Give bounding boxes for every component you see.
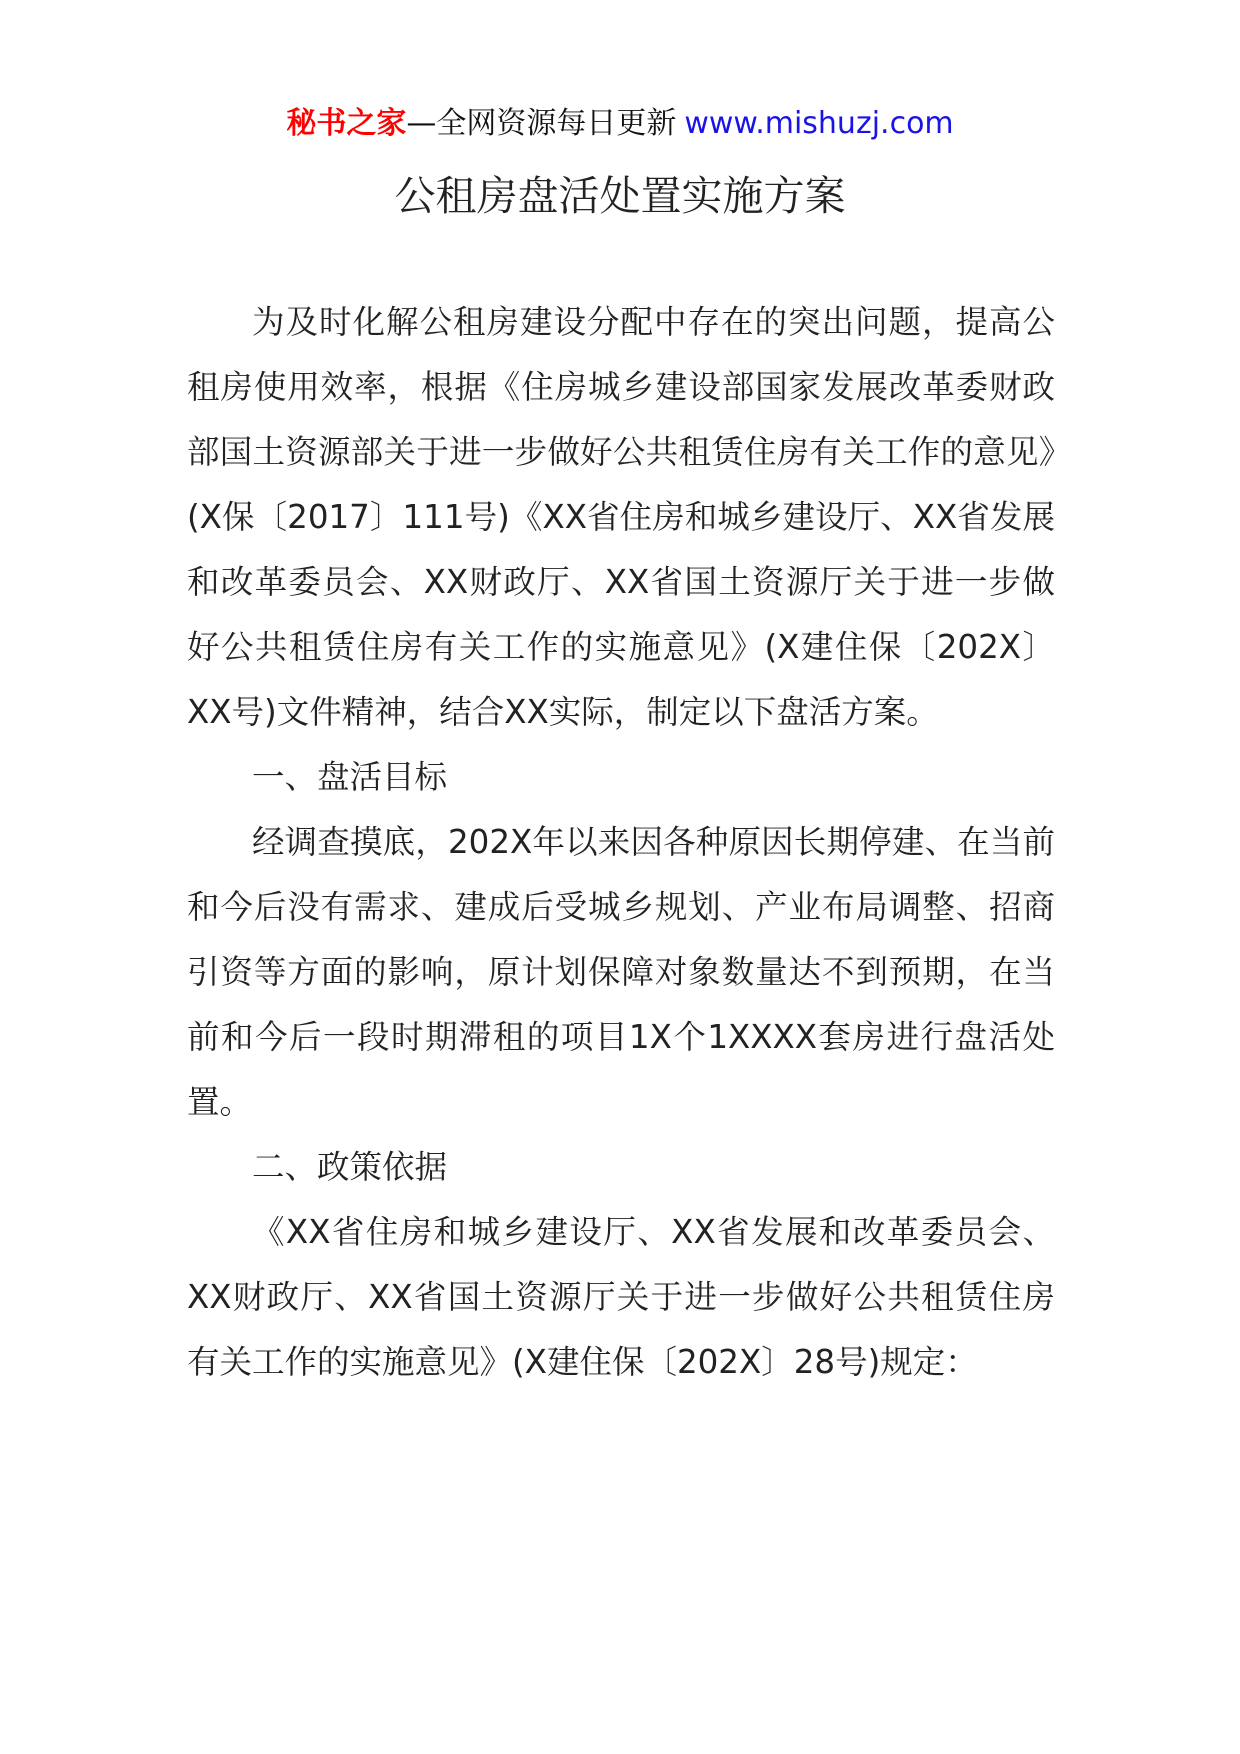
document-body bbox=[187, 290, 1055, 1395]
document-title: 公租房盘活处置实施方案 bbox=[394, 172, 846, 220]
section-heading-policy: 二、政策依据 bbox=[252, 1148, 448, 1186]
site-header bbox=[0, 104, 1240, 144]
header-slogan: —全网资源每日更新 bbox=[406, 106, 677, 141]
brand-name: 秘书之家 bbox=[286, 106, 407, 141]
paragraph-policy: 《XX省住房和城乡建设厅、XX省发展和改革委员会、XX财政厅、XX省国土资源厅关于进一步做好公共租赁住房有关工作的实施意见》(X建住保〔202X〕28号)规定： bbox=[187, 1213, 1055, 1381]
paragraph-intro: 为及时化解公租房建设分配中存在的突出问题，提高公租房使用效率，根据《住房城乡建设部国家发展改革委财政部国土资源部关于进一步做好公共租赁住房有关工作的意见》(X保〔2017〕111号)《XX省住房和城乡建设厅、XX省发展和改革委员会、XX财政厅、XX省国土资源厅关于进一步做好公共租赁住房有关工作的实施意见》(X建住保〔202X〕XX号)文件精神，结合XX实际，制定以下盘活方案。 bbox=[187, 303, 1055, 731]
paragraph-goal: 经调查摸底，202X年以来因各种原因长期停建、在当前和今后没有需求、建成后受城乡规划、产业布局调整、招商引资等方面的影响，原计划保障对象数量达不到预期，在当前和今后一段时期滞租的项目1X个1XXXX套房进行盘活处置。 bbox=[187, 823, 1055, 1121]
section-heading-goal: 一、盘活目标 bbox=[252, 758, 448, 796]
site-url-link[interactable]: www.mishuzj.com bbox=[684, 106, 954, 141]
